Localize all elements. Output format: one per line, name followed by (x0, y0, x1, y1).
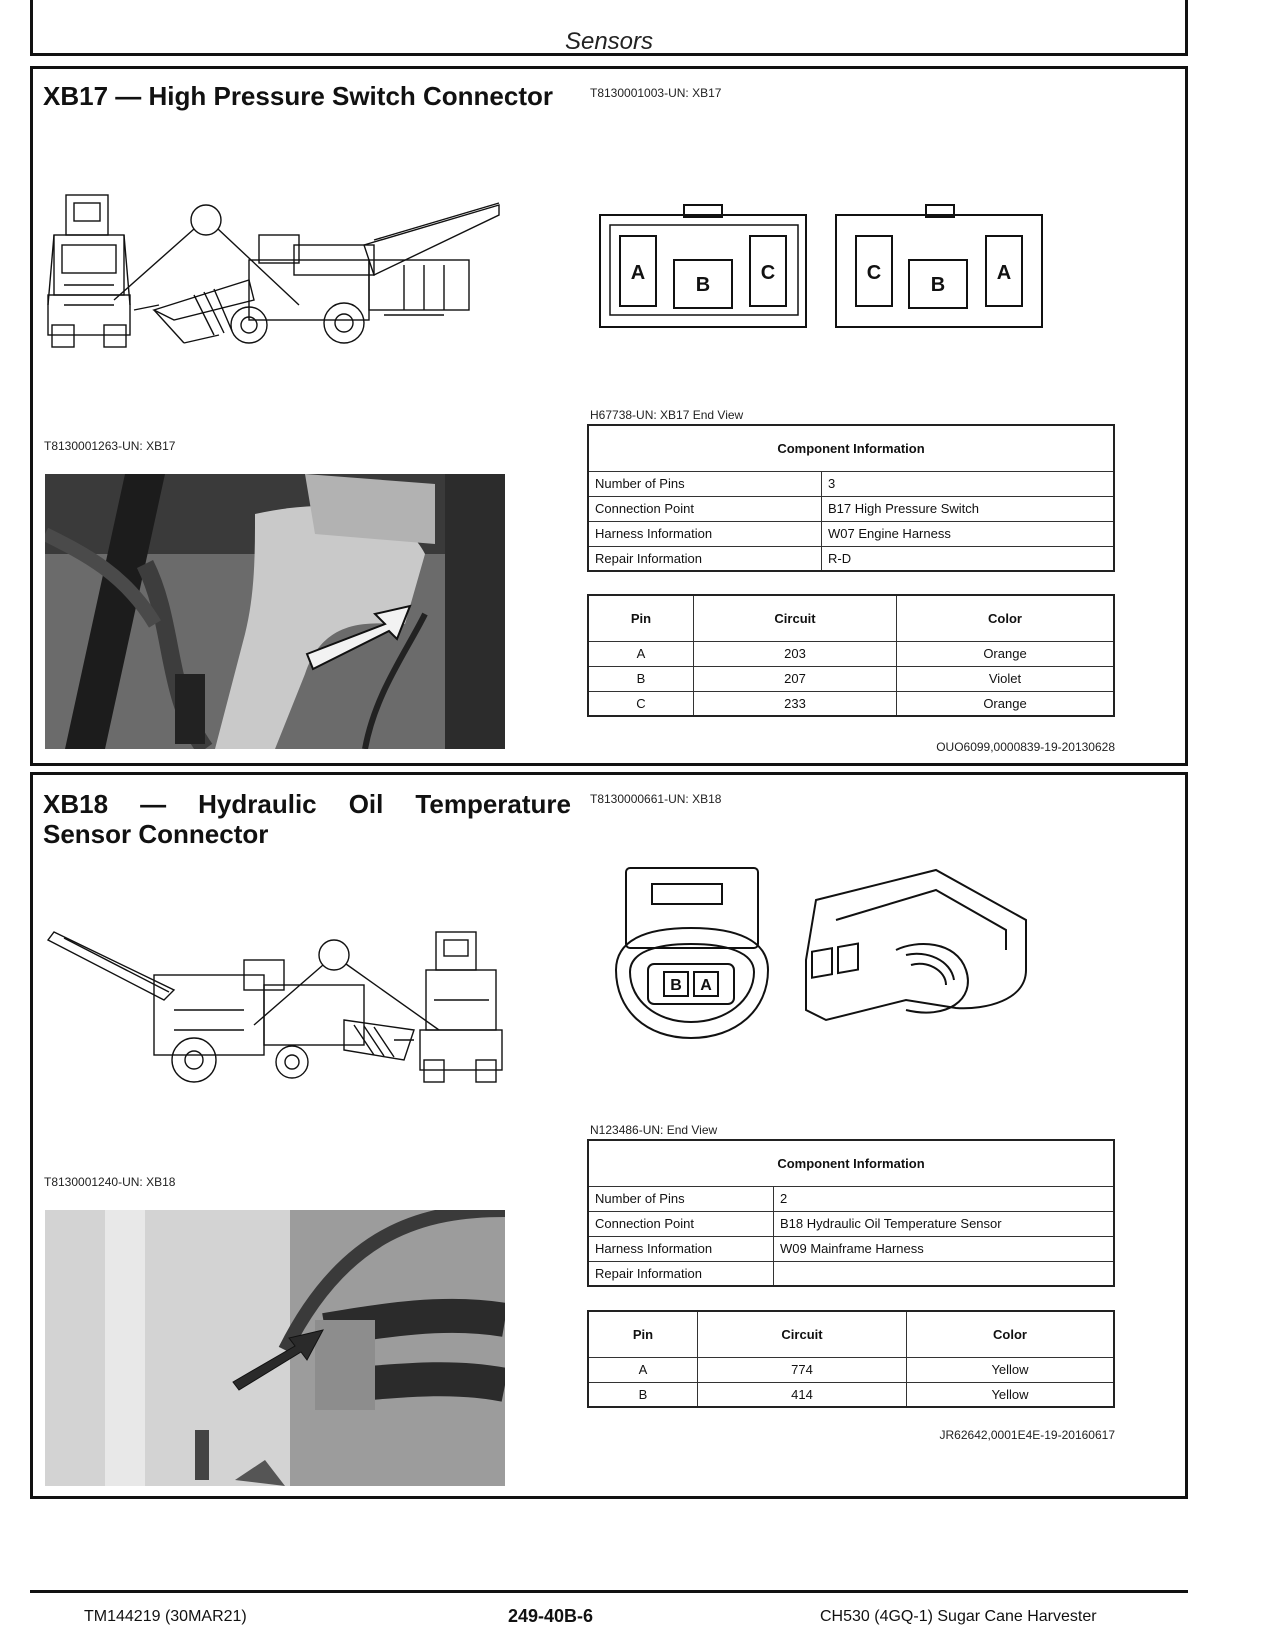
footer-page-number: 249-40B-6 (508, 1606, 594, 1626)
table-row (588, 521, 1114, 546)
xb18-harvester-locator-drawing (44, 930, 504, 1090)
xb17-pin-header-pin: Pin (588, 595, 694, 641)
xb17-endview-pin-left-3: C (760, 262, 776, 284)
xb17-pin-header-circuit: Circuit (694, 595, 897, 641)
xb17-endview-pin-right-1: C (866, 262, 882, 284)
pin-cell: A (588, 1357, 698, 1382)
xb17-component-info-header: Component Information (588, 425, 1114, 471)
table-row (588, 546, 1114, 571)
color-cell: Orange (897, 641, 1115, 666)
xb18-pin-header-color: Color (907, 1311, 1115, 1357)
xb17-component-info-table (587, 424, 1115, 572)
xb18-title-line1: XB18 — Hydraulic Oil Temperature (43, 789, 571, 819)
xb18-connector-photo (45, 1210, 505, 1486)
table-row (588, 641, 1114, 666)
table-row (588, 1211, 1114, 1236)
color-cell: Yellow (907, 1357, 1115, 1382)
footer-manual-id: TM144219 (30MAR21) (84, 1608, 247, 1625)
xb17-info-value: R-D (822, 546, 1115, 571)
xb18-info-value: W09 Mainframe Harness (774, 1236, 1115, 1261)
xb18-info-label: Repair Information (588, 1261, 774, 1286)
circuit-cell: 233 (694, 691, 897, 716)
pin-cell: C (588, 691, 694, 716)
xb17-info-label: Connection Point (588, 496, 822, 521)
circuit-cell: 774 (698, 1357, 907, 1382)
xb18-end-view-drawing (606, 860, 1046, 1060)
page-header-title: Sensors (564, 28, 654, 55)
circuit-cell: 414 (698, 1382, 907, 1407)
xb17-info-label: Number of Pins (588, 471, 822, 496)
xb18-pin-header-circuit: Circuit (698, 1311, 907, 1357)
xb17-info-label: Repair Information (588, 546, 822, 571)
xb18-endview-caption: N123486-UN: End View (590, 1123, 718, 1137)
table-row (588, 1186, 1114, 1211)
xb17-endview-caption: H67738-UN: XB17 End View (590, 408, 744, 422)
xb18-endview-pin-2: A (700, 977, 712, 994)
table-row (588, 1236, 1114, 1261)
xb18-endview-pin-1: B (670, 977, 682, 994)
xb18-component-info-table (587, 1139, 1115, 1287)
footer-divider (30, 1590, 1188, 1593)
xb18-title-line2: Sensor Connector (43, 819, 269, 849)
xb18-info-label: Number of Pins (588, 1186, 774, 1211)
xb17-endview-pin-right-2: B (930, 274, 946, 296)
xb18-component-info-header: Component Information (588, 1140, 1114, 1186)
xb17-info-value: 3 (822, 471, 1115, 496)
color-cell: Yellow (907, 1382, 1115, 1407)
xb17-endview-pin-left-1: A (630, 262, 646, 284)
xb18-info-value: B18 Hydraulic Oil Temperature Sensor (774, 1211, 1115, 1236)
xb17-end-view-drawing (598, 203, 1048, 333)
xb17-info-value: W07 Engine Harness (822, 521, 1115, 546)
table-row (588, 471, 1114, 496)
pin-cell: B (588, 666, 694, 691)
pin-cell: A (588, 641, 694, 666)
xb17-connector-photo (45, 474, 505, 749)
xb18-info-label: Harness Information (588, 1236, 774, 1261)
xb18-info-value: 2 (774, 1186, 1115, 1211)
xb18-doc-id: JR62642,0001E4E-19-20160617 (939, 1428, 1115, 1442)
footer-machine-name: CH530 (4GQ-1) Sugar Cane Harvester (820, 1608, 1097, 1625)
xb17-title: XB17 — High Pressure Switch Connector (43, 81, 554, 111)
table-row (588, 1261, 1114, 1286)
pin-cell: B (588, 1382, 698, 1407)
xb18-info-label: Connection Point (588, 1211, 774, 1236)
xb18-info-value (774, 1261, 1115, 1286)
table-row (588, 666, 1114, 691)
xb17-info-label: Harness Information (588, 521, 822, 546)
table-row (588, 496, 1114, 521)
xb17-doc-id: OUO6099,0000839-19-20130628 (936, 740, 1115, 754)
xb18-locator-caption: T8130000661-UN: XB18 (590, 792, 722, 806)
xb17-harvester-locator-drawing (44, 185, 504, 360)
table-row (588, 1382, 1114, 1407)
xb18-photo-caption: T8130001240-UN: XB18 (44, 1175, 176, 1189)
xb17-endview-pin-left-2: B (695, 274, 711, 296)
xb17-endview-pin-right-3: A (996, 262, 1012, 284)
table-row (588, 1357, 1114, 1382)
circuit-cell: 203 (694, 641, 897, 666)
xb17-locator-caption: T8130001003-UN: XB17 (590, 86, 722, 100)
xb17-pin-header-color: Color (897, 595, 1115, 641)
xb18-pin-header-pin: Pin (588, 1311, 698, 1357)
table-row (588, 691, 1114, 716)
xb17-pin-table (587, 594, 1115, 717)
circuit-cell: 207 (694, 666, 897, 691)
xb17-info-value: B17 High Pressure Switch (822, 496, 1115, 521)
xb18-pin-table (587, 1310, 1115, 1408)
color-cell: Orange (897, 691, 1115, 716)
color-cell: Violet (897, 666, 1115, 691)
xb17-photo-caption: T8130001263-UN: XB17 (44, 439, 176, 453)
